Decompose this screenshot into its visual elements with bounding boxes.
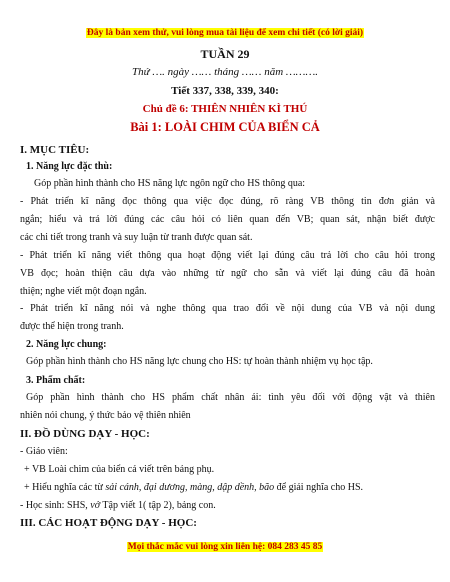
week-heading: TUẦN 29	[200, 47, 250, 61]
special-intro-text: Góp phần hình thành cho HS năng lực ngôn ngữ cho HS thông qua:	[34, 178, 306, 189]
preview-notice-text: Đây là bản xem thử, vui lòng mua tài liệu để xem chi tiết (có lời giải)	[86, 28, 364, 38]
students-suffix: Tập viết 1( tập 2), bảng con.	[100, 500, 216, 511]
students-prefix: - Học sinh: SHS,	[20, 500, 91, 511]
section-activities: III. CÁC HOẠT ĐỘNG DẠY - HỌC:	[20, 517, 197, 529]
section-materials: II. ĐỒ DÙNG DẠY - HỌC:	[20, 428, 150, 440]
qualities-line2: nhiên nói chung, ý thức bảo vệ thiên nhiên	[20, 410, 191, 421]
teacher-item1: + VB Loài chim của biển cả viết trên bảng phụ.	[24, 464, 215, 475]
subsection-special-competence: 1. Năng lực đặc thù:	[26, 161, 113, 172]
section-objectives: I. MỤC TIÊU:	[20, 144, 90, 156]
teacher-item2-vocabulary: sải cánh, đại dương, màng, dập dềnh, bão	[105, 482, 275, 493]
bullet3-line2: được thể hiện trong tranh.	[20, 321, 124, 332]
bullet2-line1: - Phát triển kĩ năng viết thông qua hoạt động viết lại đúng câu trả lời cho câu hỏi trong	[20, 250, 435, 261]
bullet3-line1: - Phát triển kĩ năng nói và nghe thông qua trao đổi về nội dung của VB và nội dung	[20, 303, 435, 314]
bullet2-line2: VB đọc; hoàn thiện câu dựa vào những từ ngữ cho sẵn và viết lại đúng câu đã hoàn	[20, 268, 435, 279]
lesson-title: Bài 1: LOÀI CHIM CỦA BIỂN CẢ	[130, 120, 320, 134]
contact-footer-banner	[0, 542, 450, 552]
bullet1-line3: các chi tiết trong tranh và suy luận từ tranh được quan sát.	[20, 232, 253, 243]
subsection-general-competence: 2. Năng lực chung:	[26, 339, 107, 350]
date-line: Thứ …. ngày …… tháng …… năm ……….	[132, 66, 318, 78]
lesson-periods: Tiết 337, 338, 339, 340:	[171, 85, 279, 97]
teacher-item2-prefix: + Hiểu nghĩa các từ	[24, 482, 106, 493]
contact-footer-text: Mọi thắc mắc vui lòng xin liên hệ: 084 283 45 85	[127, 542, 323, 552]
bullet2-line3: thiện; nghe viết một đoạn ngắn.	[20, 286, 147, 297]
bullet1-line2: ngắn; hiểu và trả lời đúng các câu hỏi có liên quan đến VB; quan sát, nhận biết được	[20, 214, 435, 225]
general-competence-text: Góp phần hình thành cho HS năng lực chung cho HS: tự hoàn thành nhiệm vụ học tập.	[26, 356, 373, 367]
topic-heading: Chủ đề 6: THIÊN NHIÊN KÌ THÚ	[142, 103, 308, 115]
teacher-item2	[24, 482, 439, 494]
qualities-line1: Góp phần hình thành cho HS phẩm chất nhân ái: tình yêu đối với động vật và thiên	[26, 392, 435, 403]
bullet1-line1: - Phát triển kĩ năng đọc thông qua việc đọc đúng, rõ ràng VB thông tin đơn giản và	[20, 196, 435, 207]
students-line	[20, 500, 435, 512]
subsection-qualities: 3. Phẩm chất:	[26, 375, 86, 386]
teacher-label: - Giáo viên:	[20, 446, 68, 457]
students-workbook: vở	[90, 500, 101, 511]
preview-notice-banner	[0, 28, 450, 38]
teacher-item2-suffix: để giải nghĩa cho HS.	[274, 482, 364, 493]
